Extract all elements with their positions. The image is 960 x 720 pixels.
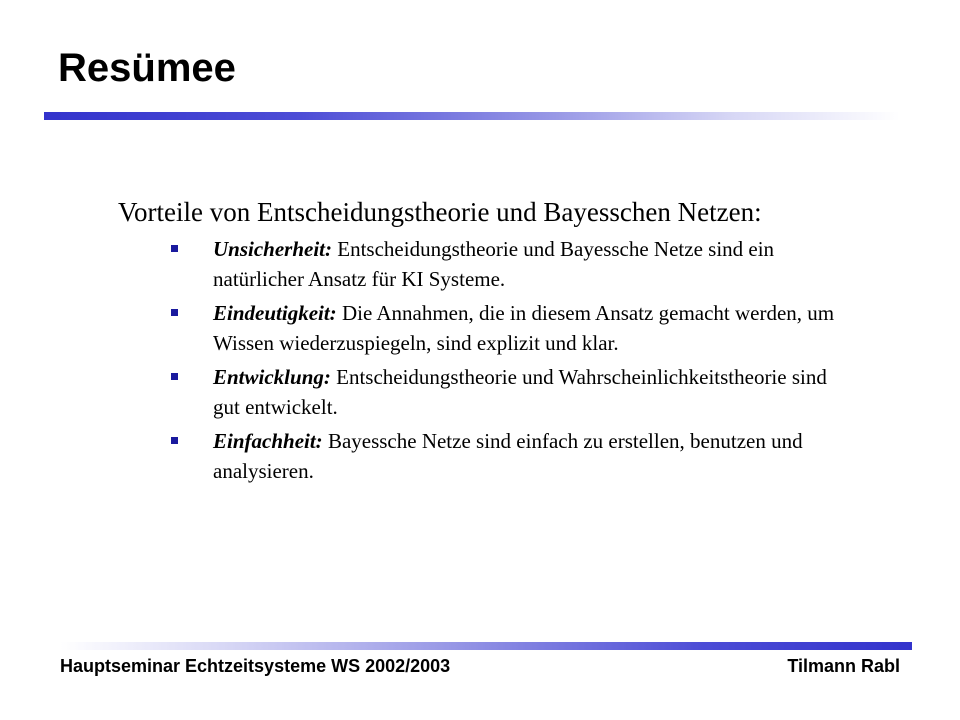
bullet-text: Die Annahmen, die in diesem Ansatz gemacht werden, um Wissen wiederzuspiegeln, sind explizit und klar. [213, 301, 835, 355]
slide-title: Resümee [58, 46, 236, 90]
slide-content [118, 192, 858, 490]
footer-course: Hauptseminar Echtzeitsysteme WS 2002/2003 [60, 656, 451, 676]
square-bullet-icon [171, 245, 178, 252]
bullet-term: Eindeutigkeit: [213, 301, 337, 325]
intro-text: Vorteile von Entscheidungstheorie und Bayesschen Netzen: [118, 197, 762, 227]
square-bullet-icon [171, 309, 178, 316]
bullet-item-entwicklung [118, 362, 858, 422]
bullet-text: Entscheidungstheorie und Wahrscheinlichkeitstheorie sind gut entwickelt. [213, 365, 827, 419]
footer-bar [60, 642, 912, 650]
bullet-term: Einfachheit: [213, 429, 323, 453]
title-underline-bar [44, 112, 900, 120]
bullet-item-unsicherheit [118, 234, 858, 294]
bullet-term: Unsicherheit: [213, 237, 333, 261]
bullet-item-eindeutigkeit [118, 298, 858, 358]
bullet-term: Entwicklung: [213, 365, 331, 389]
footer-author: Tilmann Rabl [787, 656, 900, 676]
square-bullet-icon [171, 373, 178, 380]
square-bullet-icon [171, 437, 178, 444]
bullet-list [118, 234, 858, 486]
bullet-text: Bayessche Netze sind einfach zu erstellen, benutzen und analysieren. [213, 429, 803, 483]
bullet-item-einfachheit [118, 426, 858, 486]
bullet-text: Entscheidungstheorie und Bayessche Netze sind ein natürlicher Ansatz für KI Systeme. [213, 237, 775, 291]
